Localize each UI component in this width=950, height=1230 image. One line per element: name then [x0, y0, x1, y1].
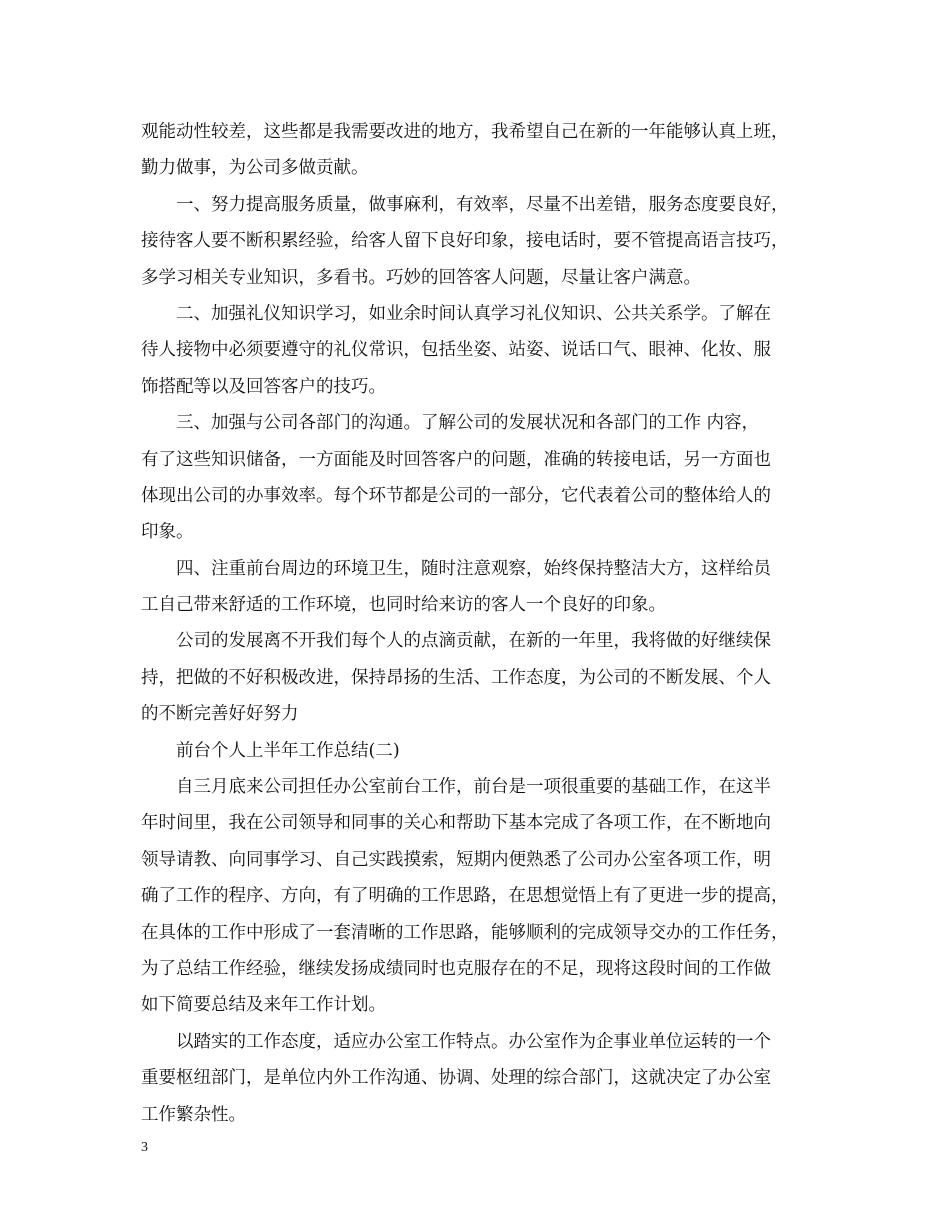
text-line: 持，把做的不好积极改进，保持昂扬的生活、工作态度，为公司的不断发展、个人 [141, 667, 771, 688]
text-line: 三、加强与公司各部门的沟通。了解公司的发展状况和各部门的工作 内容， [176, 413, 760, 434]
text-line: 的不断完善好好努力 [141, 704, 299, 725]
page-number: 3 [141, 1140, 148, 1155]
text-line: 体现出公司的办事效率。每个环节都是公司的一部分，它代表着公司的整体给人的 [141, 485, 771, 506]
text-line: 领导请教、向同事学习、自己实践摸索，短期内便熟悉了公司办公室各项工作，明 [141, 849, 771, 870]
text-line: 如下简要总结及来年工作计划。 [141, 995, 386, 1016]
text-line: 年时间里，我在公司领导和同事的关心和帮助下基本完成了各项工作，在不断地向 [141, 813, 771, 834]
text-line: 多学习相关专业知识，多看书。巧妙的回答客人问题，尽量让客户满意。 [141, 267, 701, 288]
text-line: 为了总结工作经验，继续发扬成绩同时也克服存在的不足，现将这段时间的工作做 [141, 958, 771, 979]
text-line: 自三月底来公司担任办公室前台工作，前台是一项很重要的基础工作，在这半 [176, 777, 771, 798]
text-line: 四、注重前台周边的环境卫生，随时注意观察，始终保持整洁大方，这样给员 [176, 558, 771, 579]
text-line: 有了这些知识储备，一方面能及时回答客户的问题，准确的转接电话，另一方面也 [141, 449, 771, 470]
text-line: 待人接物中必须要遵守的礼仪常识，包括坐姿、站姿、说话口气、眼神、化妆、服 [141, 340, 771, 361]
text-line: 重要枢纽部门，是单位内外工作沟通、协调、处理的综合部门，这就决定了办公室 [141, 1068, 771, 1089]
paragraph-point-2 [141, 296, 831, 405]
paragraph-intro [141, 769, 831, 1024]
paragraph-attitude [141, 1024, 831, 1133]
document-body [141, 114, 831, 1133]
text-line: 前台个人上半年工作总结(二) [176, 740, 400, 761]
text-line: 一、努力提高服务质量，做事麻利，有效率，尽量不出差错，服务态度要良好， [176, 194, 789, 215]
text-line: 以踏实的工作态度，适应办公室工作特点。办公室作为企事业单位运转的一个 [176, 1031, 771, 1052]
text-line: 接待客人要不断积累经验，给客人留下良好印象，接电话时，要不管提高语言技巧， [141, 231, 789, 252]
paragraph-continuation [141, 114, 831, 187]
text-line: 工自己带来舒适的工作环境，也同时给来访的客人一个良好的印象。 [141, 595, 666, 616]
text-line: 在具体的工作中形成了一套清晰的工作思路，能够顺利的完成领导交办的工作任务， [141, 922, 789, 943]
paragraph-point-1 [141, 187, 831, 296]
text-line: 观能动性较差，这些都是我需要改进的地方，我希望自己在新的一年能够认真上班， [141, 122, 789, 142]
text-line: 勤力做事，为公司多做贡献。 [141, 158, 369, 179]
text-line: 饰搭配等以及回答客户的技巧。 [141, 376, 386, 397]
text-line: 公司的发展离不开我们每个人的点滴贡献，在新的一年里，我将做的好继续保 [176, 631, 771, 652]
text-line: 印象。 [141, 522, 194, 543]
section-heading [141, 733, 831, 769]
text-line: 二、加强礼仪知识学习，如业余时间认真学习礼仪知识、公共关系学。了解在 [176, 303, 771, 324]
paragraph-point-4 [141, 551, 831, 624]
text-line: 工作繁杂性。 [141, 1104, 246, 1125]
paragraph-point-3 [141, 405, 831, 551]
text-line: 确了工作的程序、方向，有了明确的工作思路，在思想觉悟上有了更进一步的提高， [141, 886, 789, 907]
paragraph-conclusion [141, 623, 831, 732]
